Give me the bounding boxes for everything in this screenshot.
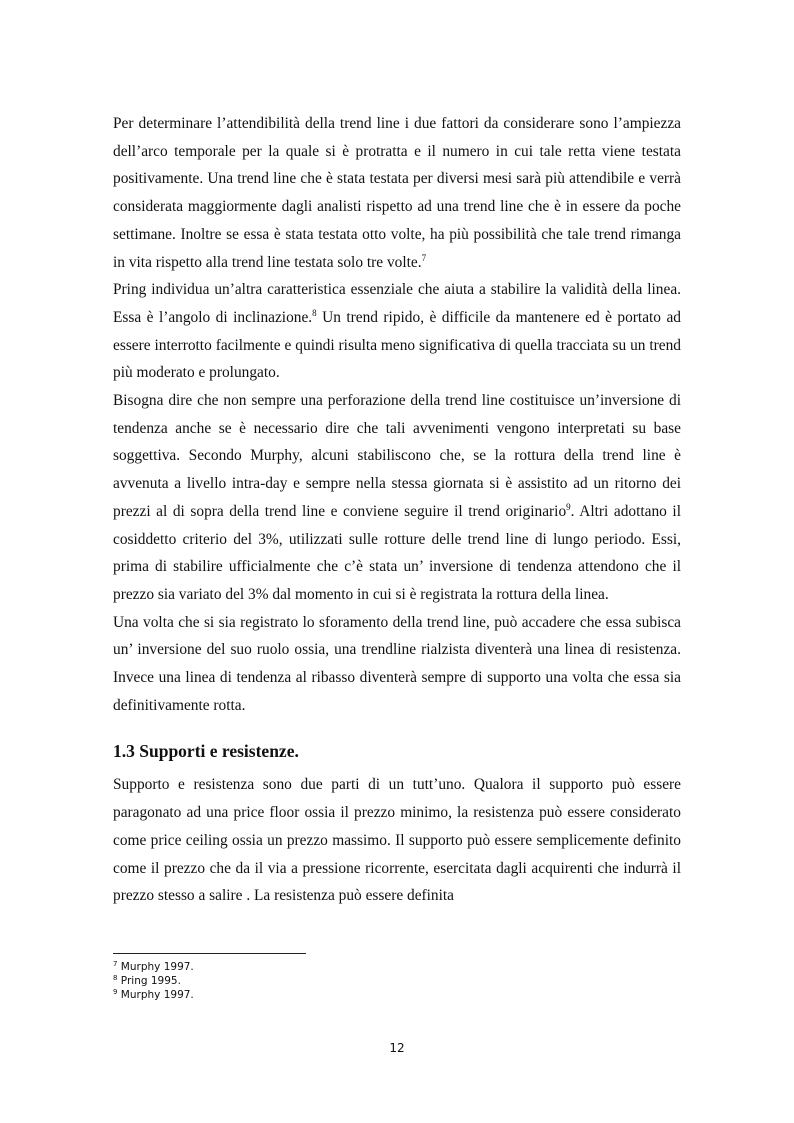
footnote-ref[interactable]: 9 (566, 501, 571, 512)
paragraph-text: Pring individua un’altra caratteristica essenziale che aiuta a stabilire la validità della linea. Essa è l’angolo di inclinazione. (113, 281, 681, 326)
footnote-text: Pring 1995. (117, 975, 181, 987)
page-body (113, 110, 681, 910)
footnote-number: 9 (113, 988, 118, 996)
paragraph-support-resistance: Supporto e resistenza sono due parti di un tutt’uno. Qualora il supporto può essere paragonato ad una price floor ossia il prezzo minimo, la resistenza può essere considerato come price ceiling ossia un prezzo massimo. Il supporto può essere semplicemente definito come il prezzo che da il via a pressione ricorrente, esercitata dagli acquirenti che indurrà il prezzo stesso a salire . La resistenza può essere definita (113, 776, 681, 905)
footnotes (113, 960, 194, 1002)
footnote (113, 960, 194, 974)
footnote-number: 7 (113, 960, 118, 968)
footnote (113, 974, 194, 988)
paragraph-text: Bisogna dire che non sempre una perforazione della trend line costituisce un’inversione di tendenza anche se è necessario dire che tali avvenimenti vengono interpretati su base soggettiva. Secondo Murphy, alcuni stabiliscono che, se la rottura della trend line è avvenuta a livello intra-day e sempre nella stessa giornata si è assistito ad un ritorno dei prezzi al di sopra della trend line e conviene seguire il trend originario (113, 392, 681, 520)
paragraph-role-reversal: Una volta che si sia registrato lo sforamento della trend line, può accadere che essa subisca un’ inversione del suo ruolo ossia, una trendline rialzista diventerà una linea di resistenza. Invece una linea di tendenza al ribasso diventerà sempre di supporto una volta che essa sia definitivamente rotta. (113, 613, 681, 714)
footnote-number: 8 (113, 974, 118, 982)
paragraph-text: Un trend ripido, è difficile da mantenere ed è portato ad essere interrotto facilmente e quindi risulta meno significativa di quella tracciata su un trend più moderato e prolungato. (113, 308, 681, 382)
page-number: 12 (389, 1041, 405, 1055)
paragraph-trend-line-reliability (113, 110, 681, 276)
footnote (113, 988, 194, 1002)
footnote-text: Murphy 1997. (117, 961, 194, 973)
section-heading: 1.3 Supporti e resistenze. (113, 741, 299, 762)
footnote-divider (113, 953, 306, 954)
paragraph-inclination-angle (113, 276, 681, 387)
paragraph-trend-line-break (113, 387, 681, 609)
footnote-ref[interactable]: 8 (312, 307, 317, 318)
footnote-text: Murphy 1997. (117, 989, 194, 1001)
paragraph-text: . Altri adottano il cosiddetto criterio del 3%, utilizzati sulle rotture delle trend line di lungo periodo. Essi, prima di stabilire ufficialmente che c’è stata un’ inversione di tendenza attendono che il prezzo sia variato del 3% dal momento in cui si è registrata la rottura della linea. (113, 502, 681, 603)
paragraph-text: Per determinare l’attendibilità della trend line i due fattori da considerare sono l’ampiezza dell’arco temporale per la quale si è protratta e il numero in cui tale retta viene testata positivamente. Una trend line che è stata testata per diversi mesi sarà più attendibile e verrà considerata maggiormente dagli analisti rispetto ad una trend line che è in essere da poche settimane. Inoltre se essa è stata testata otto volte, ha più possibilità che tale trend rimanga in vita rispetto alla trend line testata solo tre volte. (113, 115, 681, 271)
footnote-ref[interactable]: 7 (421, 252, 427, 263)
